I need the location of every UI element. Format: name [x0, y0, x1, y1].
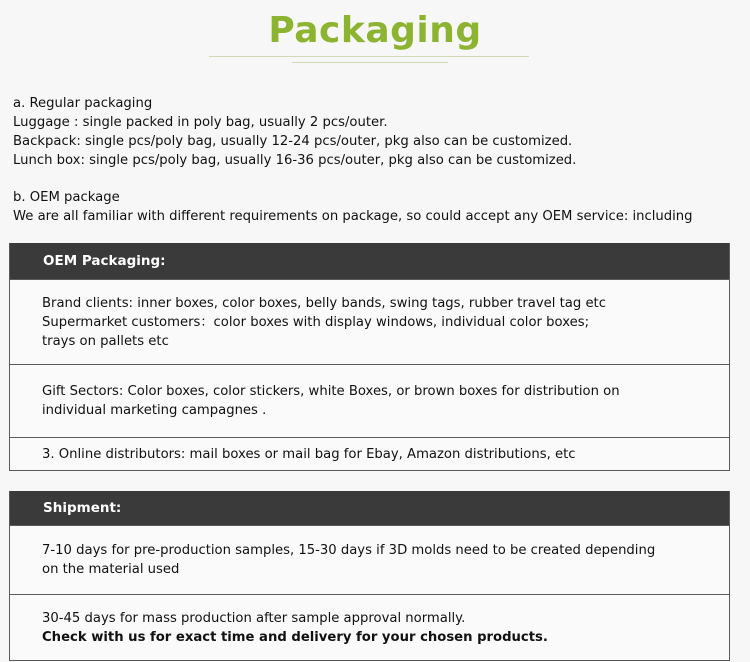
luggage-line: Luggage : single packed in poly bag, usually 2 pcs/outer. [13, 115, 388, 130]
supermarket-line: Supermarket customers：color boxes with display windows, individual color boxes; [42, 314, 590, 330]
title-divider-top [209, 56, 529, 57]
oem-package-section [13, 188, 693, 226]
backpack-line: Backpack: single pcs/poly bag, usually 12-24 pcs/outer, pkg also can be customized. [13, 134, 573, 149]
gift-sectors-line: Gift Sectors: Color boxes, color stickers, white Boxes, or brown boxes for distribution on [42, 384, 620, 399]
shipment-header: Shipment: [10, 491, 729, 525]
lunch-box-line: Lunch box: single pcs/poly bag, usually 16-36 pcs/outer, pkg also can be customized. [13, 153, 577, 168]
table-row [10, 437, 729, 470]
oem-package-intro: We are all familiar with different requirements on package, so could accept any OEM service: including [13, 209, 693, 224]
title-divider-bottom [292, 62, 448, 63]
gift-sectors-line-2: individual marketing campagnes . [42, 403, 267, 418]
regular-packaging-heading: a. Regular packaging [13, 96, 153, 111]
table-row [10, 594, 729, 660]
check-with-us-line: Check with us for exact time and delivery for your chosen products. [42, 629, 548, 645]
table-row [10, 525, 729, 594]
regular-packaging-section [13, 94, 576, 170]
page-title: Packaging [268, 10, 482, 51]
trays-line: trays on pallets etc [42, 333, 169, 349]
shipment-table [9, 491, 730, 661]
table-row [10, 364, 729, 437]
mass-production-line: 30-45 days for mass production after sample approval normally. [42, 610, 466, 626]
brand-clients-line: Brand clients: inner boxes, color boxes, belly bands, swing tags, rubber travel tag etc [42, 295, 606, 311]
samples-lead-time-line-2: on the material used [42, 562, 180, 577]
online-distributors-line: 3. Online distributors: mail boxes or mail bag for Ebay, Amazon distributions, etc [42, 446, 576, 462]
oem-packaging-header: OEM Packaging: [10, 243, 729, 279]
samples-lead-time-line: 7-10 days for pre-production samples, 15-30 days if 3D molds need to be created depending [42, 543, 656, 558]
table-row [10, 279, 729, 364]
oem-packaging-table [9, 243, 730, 471]
oem-package-heading: b. OEM package [13, 190, 120, 205]
